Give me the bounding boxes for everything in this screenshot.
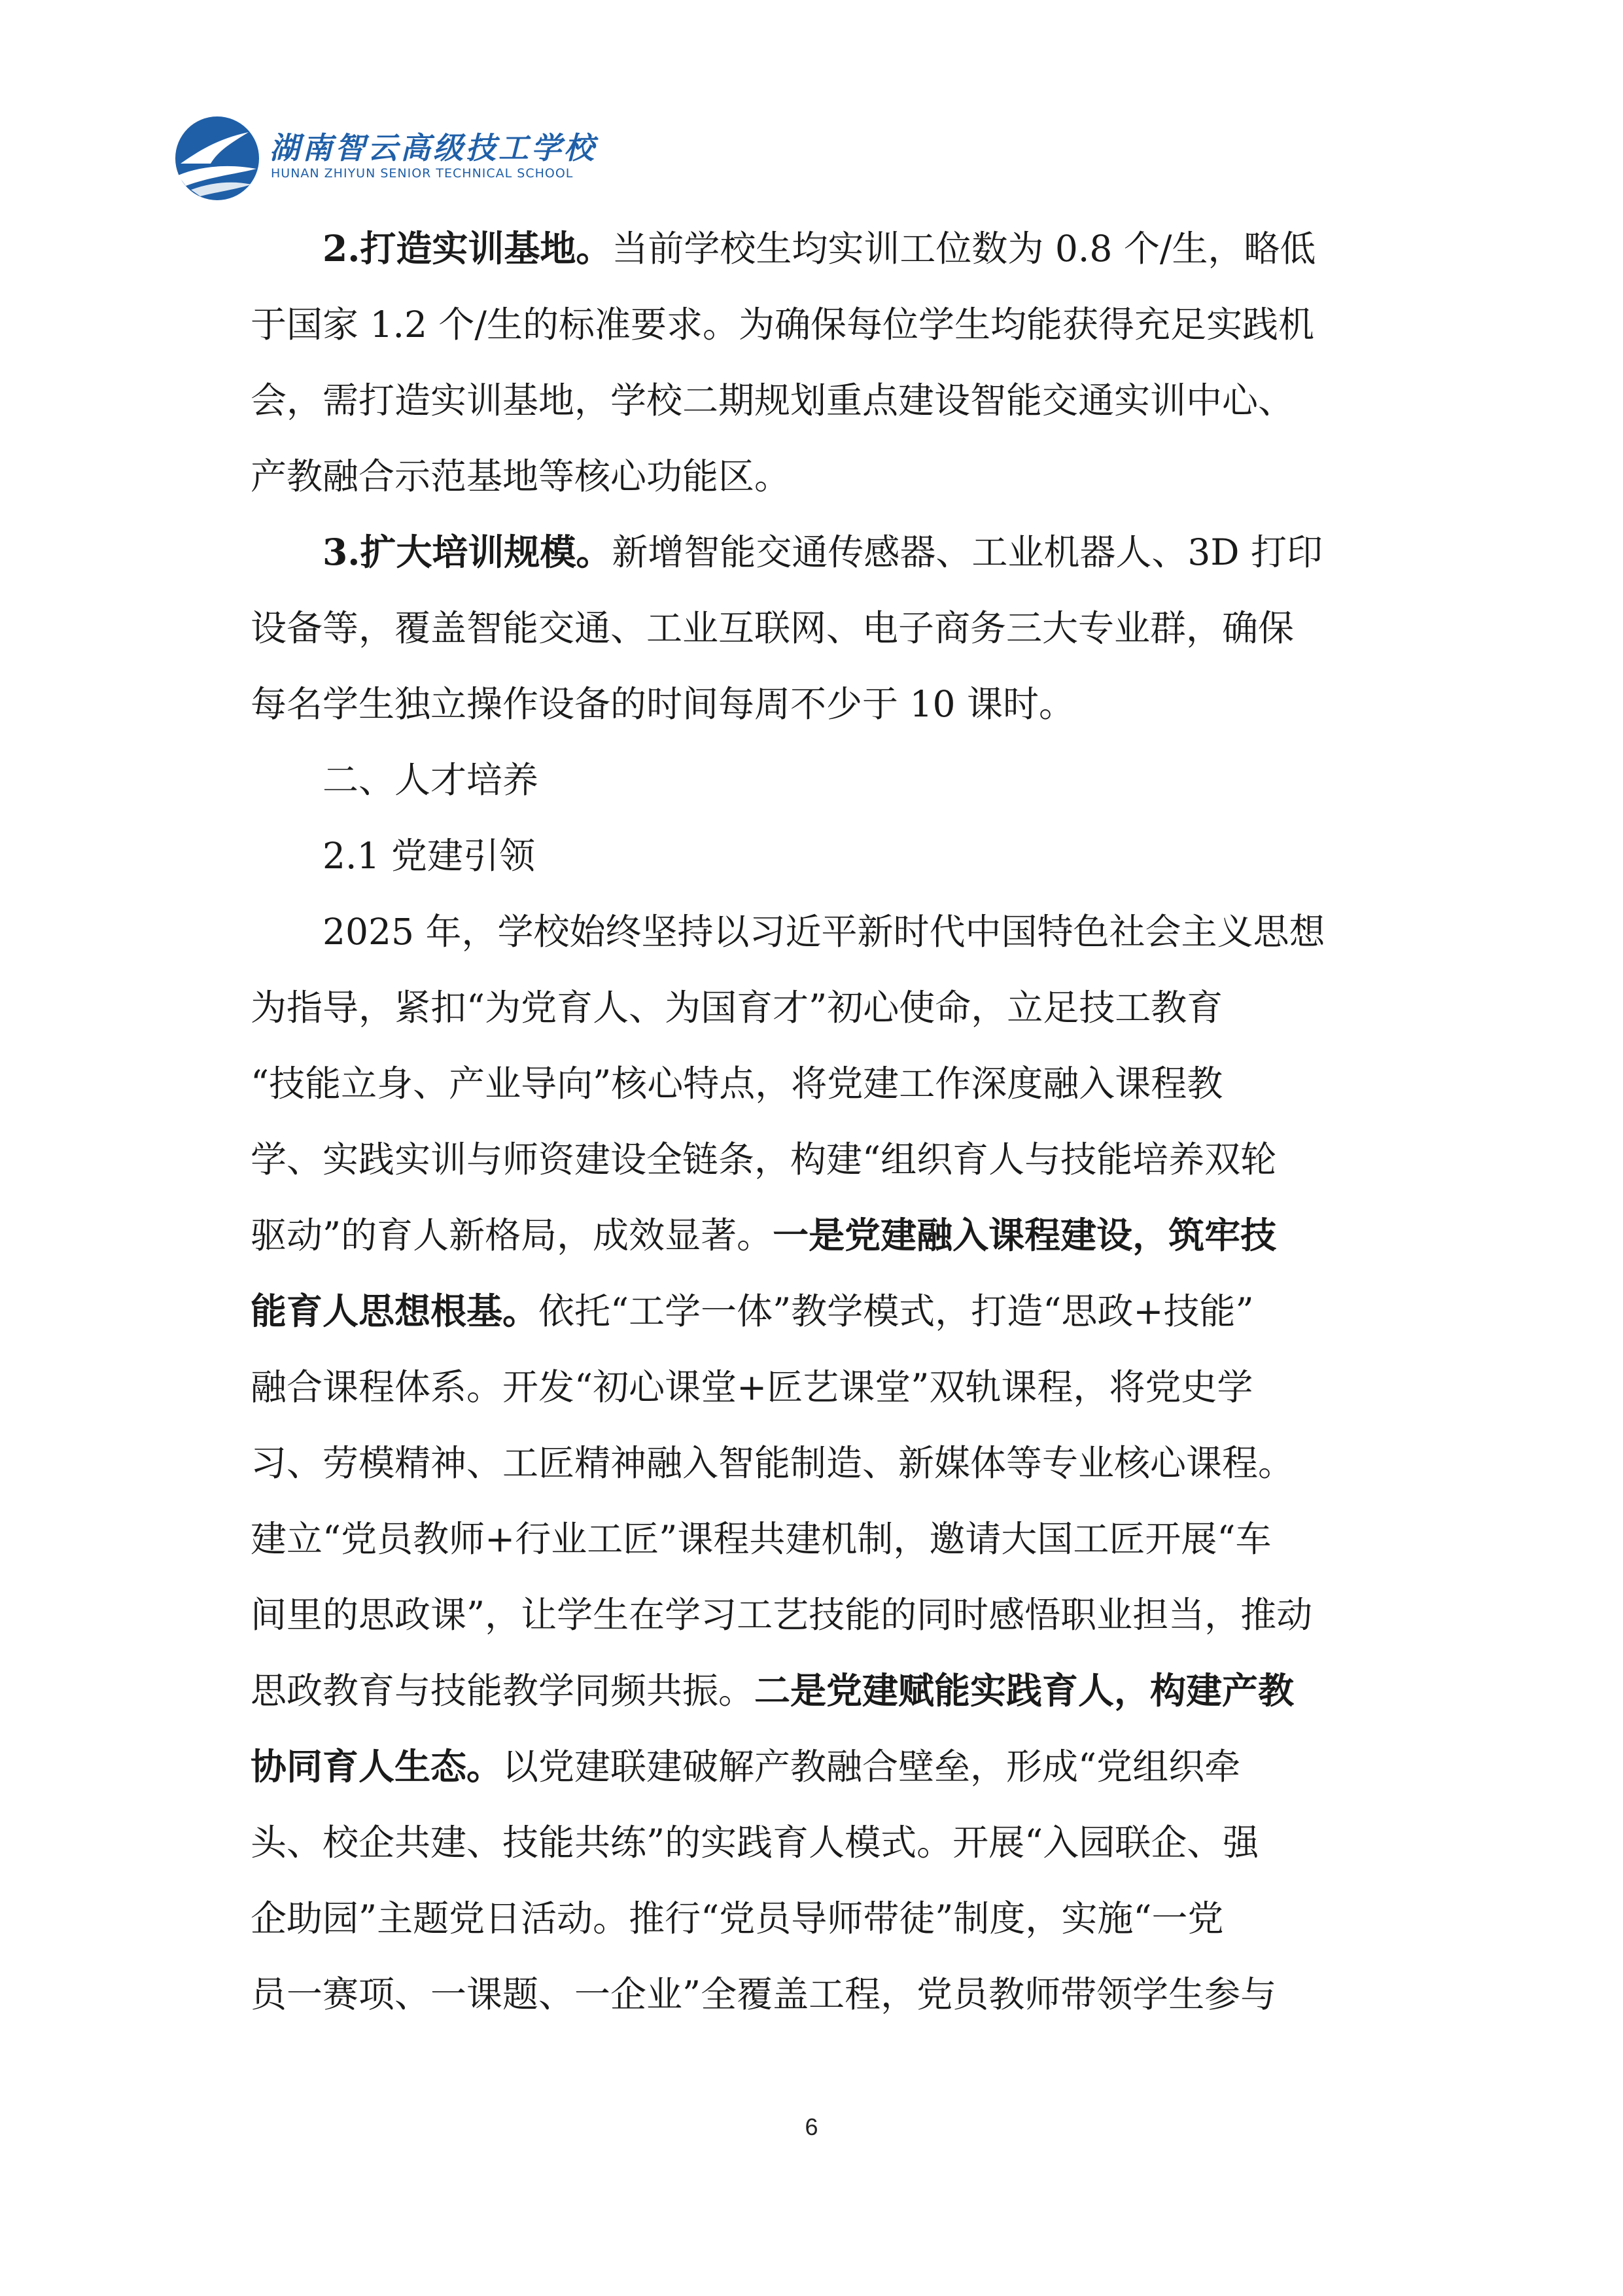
school-name-english: HUNAN ZHIYUN SENIOR TECHNICAL SCHOOL	[271, 166, 574, 181]
bold-phrase: 一是党建融入课程建设，筑牢技	[773, 1214, 1277, 1256]
document-body	[251, 211, 1386, 2032]
paragraph-line: 设备等，覆盖智能交通、工业互联网、电子商务三大专业群，确保	[251, 607, 1295, 649]
section-heading: 二、人才培养	[323, 759, 539, 801]
line-text: 以党建联建破解产教融合壁垒，形成“党组织牵	[502, 1746, 1241, 1788]
bold-phrase: 能育人思想根基。	[251, 1290, 539, 1332]
page-header	[171, 113, 760, 204]
paragraph-line: 间里的思政课”，让学生在学习工艺技能的同时感悟职业担当，推动	[251, 1594, 1313, 1636]
paragraph-line: 产教融合示范基地等核心功能区。	[251, 455, 791, 497]
paragraph-line: “技能立身、产业导向”核心特点，将党建工作深度融入课程教	[251, 1063, 1223, 1104]
paragraph-line: 建立“党员教师+行业工匠”课程共建机制，邀请大国工匠开展“车	[251, 1518, 1272, 1560]
line-text: 依托“工学一体”教学模式，打造“思政+技能”	[538, 1290, 1254, 1332]
line-text: 当前学校生均实训工位数为 0.8 个/生，略低	[612, 228, 1316, 270]
subsection-heading: 2.1 党建引领	[323, 835, 535, 877]
paragraph-line	[251, 1273, 1386, 1349]
paragraph-line	[251, 1197, 1386, 1273]
bold-heading: 3.扩大培训规模。	[323, 531, 612, 573]
bold-phrase: 协同育人生态。	[251, 1745, 503, 1788]
paragraph-line: 企助园”主题党日活动。推行“党员导师带徒”制度，实施“一党	[251, 1898, 1224, 1939]
school-name-chinese: 湖南智云高级技工学校	[270, 130, 597, 166]
paragraph-line	[251, 211, 1386, 287]
paragraph-line: 为指导，紧扣“为党育人、为国育才”初心使命，立足技工教育	[251, 987, 1223, 1029]
page-number: 6	[805, 2113, 818, 2140]
school-logo-wave-icon	[171, 113, 263, 204]
line-text: 新增智能交通传感器、工业机器人、3D 打印	[612, 531, 1323, 573]
paragraph-line: 会，需打造实训基地，学校二期规划重点建设智能交通实训中心、	[251, 380, 1295, 421]
paragraph-line	[251, 514, 1386, 590]
bold-heading: 2.打造实训基地。	[323, 227, 612, 270]
paragraph-line	[251, 1729, 1386, 1805]
paragraph-line: 头、校企共建、技能共练”的实践育人模式。开展“入园联企、强	[251, 1822, 1259, 1863]
paragraph-line: 于国家 1.2 个/生的标准要求。为确保每位学生均能获得充足实践机	[251, 304, 1314, 345]
line-text: 驱动”的育人新格局，成效显著。	[251, 1214, 773, 1256]
paragraph-line: 融合课程体系。开发“初心课堂+匠艺课堂”双轨课程，将党史学	[251, 1366, 1253, 1408]
paragraph-line	[251, 1653, 1386, 1729]
bold-phrase: 二是党建赋能实践育人，构建产教	[754, 1669, 1295, 1712]
paragraph-line: 2025 年，学校始终坚持以习近平新时代中国特色社会主义思想	[323, 911, 1325, 953]
paragraph-line: 员一赛项、一课题、一企业”全覆盖工程，党员教师带领学生参与	[251, 1973, 1277, 2015]
paragraph-line: 每名学生独立操作设备的时间每周不少于 10 课时。	[251, 683, 1075, 725]
paragraph-line: 习、劳模精神、工匠精神融入智能制造、新媒体等专业核心课程。	[251, 1442, 1295, 1484]
line-text: 思政教育与技能教学同频共振。	[251, 1670, 755, 1712]
paragraph-line: 学、实践实训与师资建设全链条，构建“组织育人与技能培养双轮	[251, 1139, 1277, 1180]
